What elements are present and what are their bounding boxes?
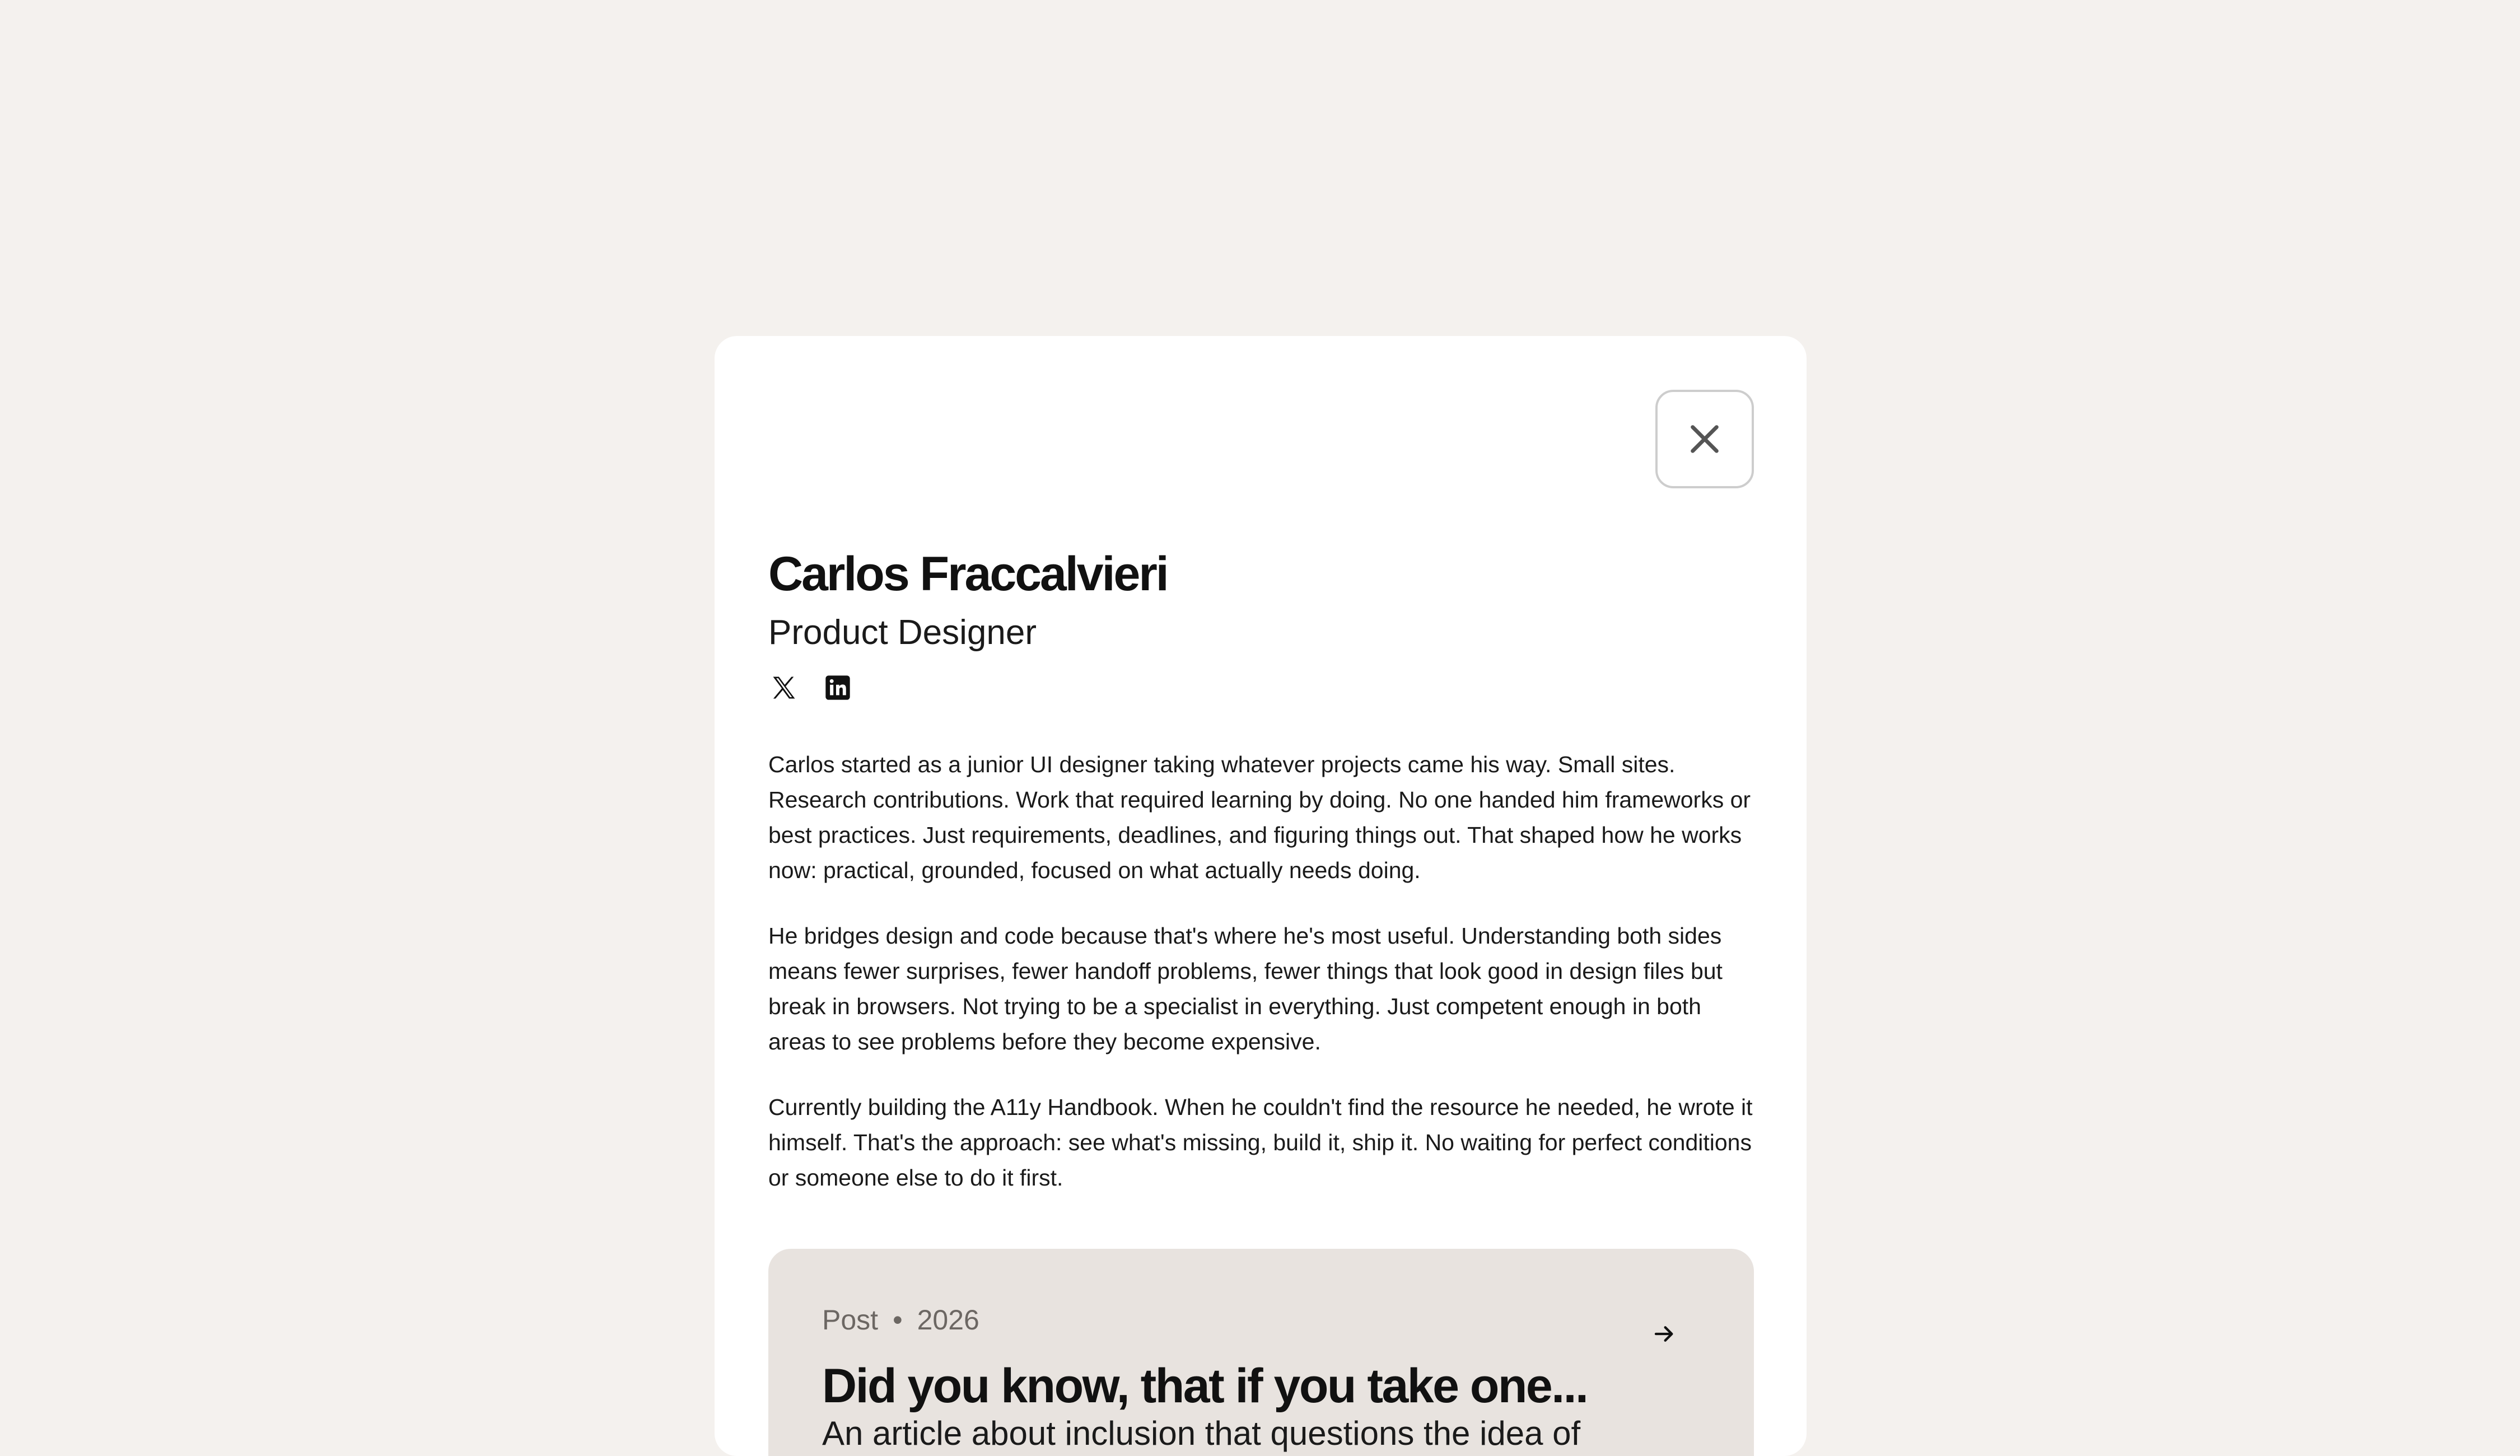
close-icon	[1687, 421, 1723, 457]
x-link[interactable]	[768, 672, 800, 703]
x-icon	[769, 673, 799, 702]
bio	[768, 747, 1754, 1226]
post-title: Did you know, that if you take one...	[822, 1359, 1588, 1413]
post-description: An article about inclusion that questions the idea of	[822, 1415, 1581, 1452]
social-links	[768, 672, 853, 703]
close-button[interactable]	[1655, 390, 1754, 488]
profile-name: Carlos Fraccalvieri	[768, 547, 1168, 601]
bio-paragraph: Currently building the A11y Handbook. When he couldn't find the resource he needed, he wrote it himself. That's the approach: see what's missing, build it, ship it. No waiting for perfect conditions or someone else to do it first.	[768, 1094, 1753, 1191]
arrow-right-icon[interactable]	[1653, 1323, 1676, 1345]
linkedin-icon	[823, 673, 852, 702]
bio-paragraph: He bridges design and code because that's where he's most useful. Understanding both sides means fewer surprises, fewer handoff problems, fewer things that look good in design files but break in browsers. Not trying to be a specialist in everything. Just competent enough in both areas to see problems before they become expensive.	[768, 923, 1723, 1054]
profile-modal	[715, 336, 1807, 1456]
linkedin-link[interactable]	[822, 672, 853, 703]
post-separator: •	[893, 1304, 903, 1336]
post-type: Post	[822, 1304, 879, 1336]
post-card[interactable]	[768, 1249, 1754, 1456]
post-year: 2026	[917, 1304, 979, 1336]
post-meta	[822, 1304, 979, 1336]
bio-paragraph: Carlos started as a junior UI designer taking whatever projects came his way. Small sites. Research contributions. Work that required learning by doing. No one handed him frameworks or best practices. Just requirements, deadlines, and figuring things out. That shaped how he works now: practical, grounded, focused on what actually needs doing.	[768, 752, 1751, 883]
profile-role: Product Designer	[768, 613, 1037, 652]
